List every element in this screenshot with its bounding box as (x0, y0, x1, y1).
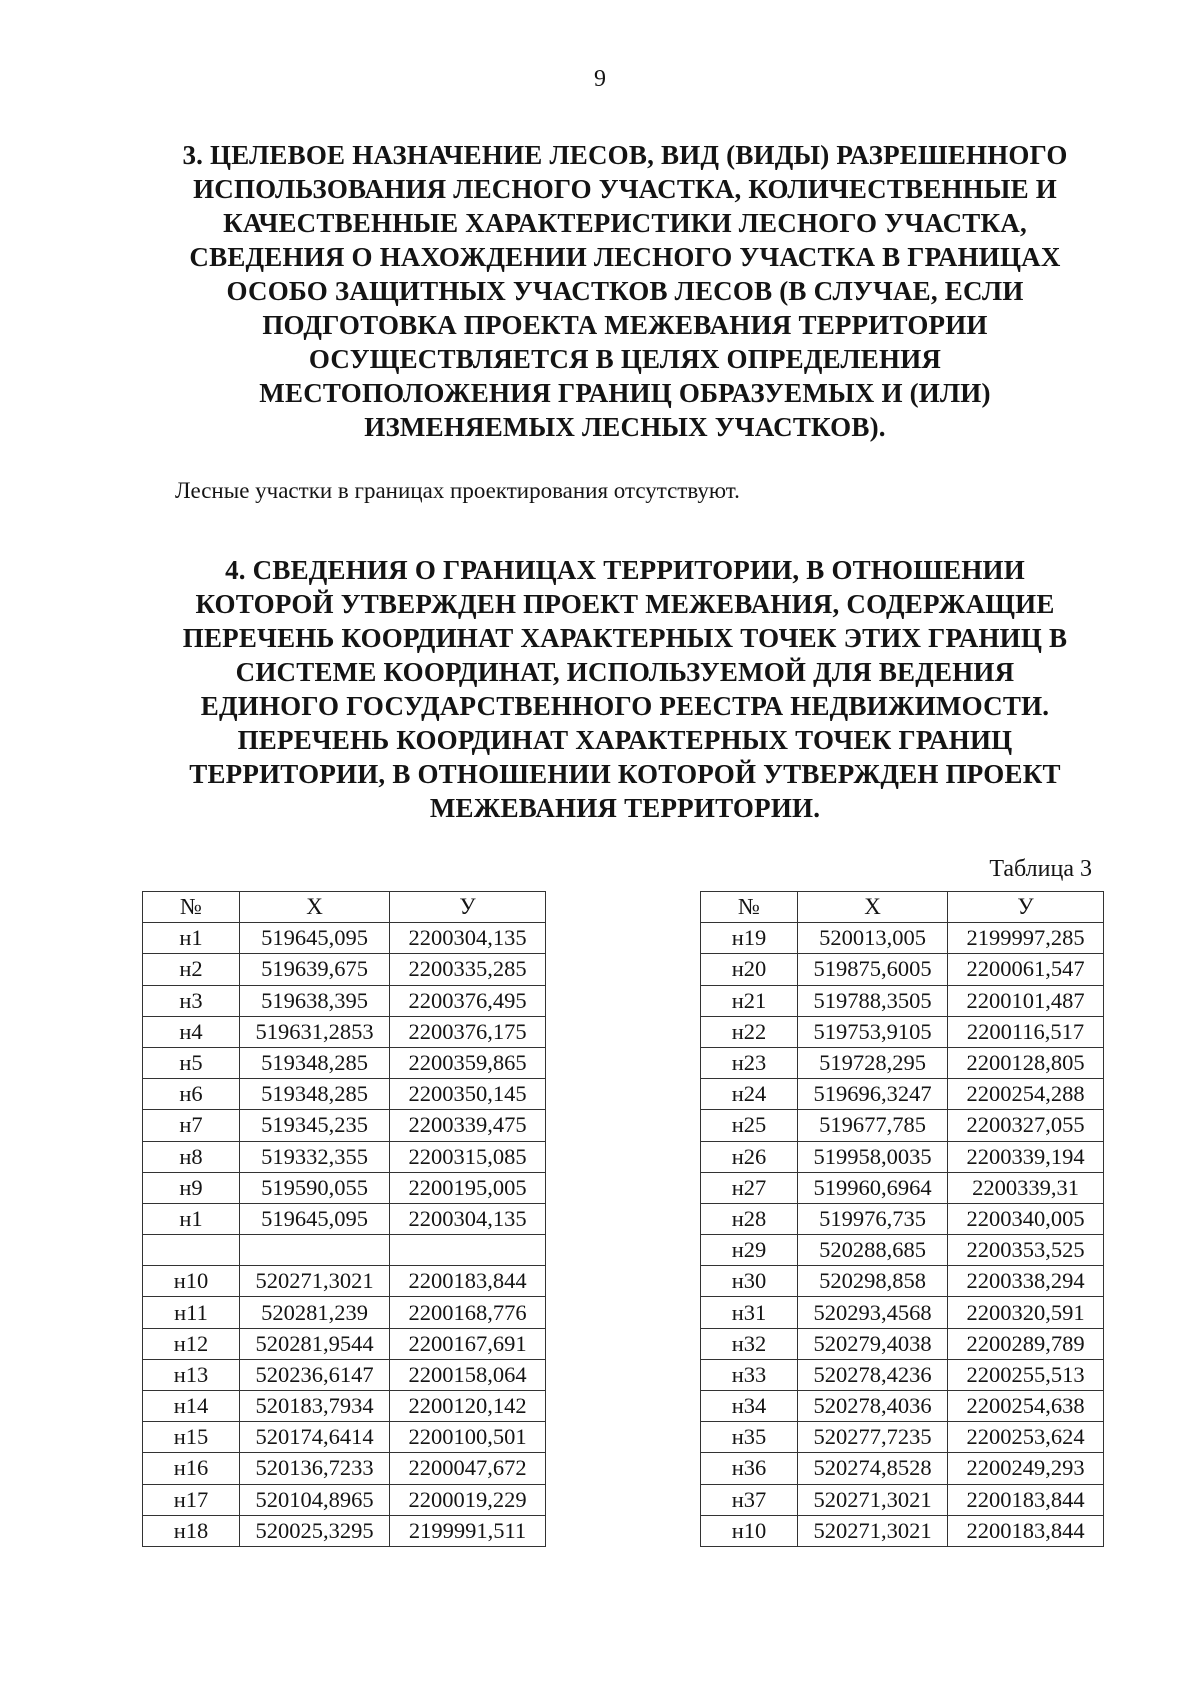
cell-y-coordinate: 2200315,085 (390, 1141, 546, 1172)
cell-x-coordinate: 520236,6147 (240, 1359, 390, 1390)
table-row (143, 1266, 546, 1297)
cell-y-coordinate: 2200195,005 (390, 1172, 546, 1203)
cell-x-coordinate: 519348,285 (240, 1079, 390, 1110)
cell-point-number: н14 (143, 1391, 240, 1422)
cell-y-coordinate: 2200255,513 (948, 1359, 1104, 1390)
table-row (701, 985, 1104, 1016)
heading-line: 3. ЦЕЛЕВОЕ НАЗНАЧЕНИЕ ЛЕСОВ, ВИД (ВИДЫ) РАЗРЕШЕННОГО (182, 140, 1068, 170)
cell-y-coordinate: 2200254,288 (948, 1079, 1104, 1110)
column-header-number: № (701, 892, 798, 923)
cell-point-number: н12 (143, 1328, 240, 1359)
table-row (143, 923, 546, 954)
cell-x-coordinate: 519645,095 (240, 1203, 390, 1234)
cell-y-coordinate: 2200128,805 (948, 1047, 1104, 1078)
table-row (701, 1453, 1104, 1484)
table-row (143, 1422, 546, 1453)
cell-point-number: н5 (143, 1047, 240, 1078)
cell-point-number: н4 (143, 1016, 240, 1047)
table-row (701, 1016, 1104, 1047)
cell-point-number: н22 (701, 1016, 798, 1047)
table-row (143, 985, 546, 1016)
table-row (143, 1515, 546, 1546)
column-header-y: У (390, 892, 546, 923)
cell-x-coordinate: 519639,675 (240, 954, 390, 985)
cell-y-coordinate: 2200304,135 (390, 1203, 546, 1234)
cell-y-coordinate: 2200254,638 (948, 1391, 1104, 1422)
table-row (143, 1453, 546, 1484)
heading-line: ПОДГОТОВКА ПРОЕКТА МЕЖЕВАНИЯ ТЕРРИТОРИИ (262, 310, 988, 340)
table-row (701, 954, 1104, 985)
forest-plots-paragraph: Лесные участки в границах проектирования отсутствуют. (175, 478, 740, 503)
table-row (701, 1328, 1104, 1359)
cell-y-coordinate: 2200101,487 (948, 985, 1104, 1016)
heading-line: СИСТЕМЕ КООРДИНАТ, ИСПОЛЬЗУЕМОЙ ДЛЯ ВЕДЕНИЯ (235, 657, 1015, 687)
cell-point-number: н8 (143, 1141, 240, 1172)
cell-y-coordinate: 2200167,691 (390, 1328, 546, 1359)
table-row (701, 1297, 1104, 1328)
cell-point-number: н31 (701, 1297, 798, 1328)
heading-line: ЕДИНОГО ГОСУДАРСТВЕННОГО РЕЕСТРА НЕДВИЖИМОСТИ. (200, 691, 1050, 721)
cell-x-coordinate: 519728,295 (798, 1047, 948, 1078)
cell-y-coordinate: 2200304,135 (390, 923, 546, 954)
section-3-heading (145, 138, 1105, 444)
cell-y-coordinate: 2200116,517 (948, 1016, 1104, 1047)
heading-line: ИСПОЛЬЗОВАНИЯ ЛЕСНОГО УЧАСТКА, КОЛИЧЕСТВЕННЫЕ И (193, 174, 1057, 204)
cell-y-coordinate: 2200183,844 (948, 1484, 1104, 1515)
column-header-number: № (143, 892, 240, 923)
cell-x-coordinate: 520274,8528 (798, 1453, 948, 1484)
cell-x-coordinate: 519345,235 (240, 1110, 390, 1141)
table-row (701, 1172, 1104, 1203)
cell-point-number: н23 (701, 1047, 798, 1078)
cell-x-coordinate: 519960,6964 (798, 1172, 948, 1203)
cell-point-number: н29 (701, 1235, 798, 1266)
table-row (701, 1515, 1104, 1546)
column-header-y: У (948, 892, 1104, 923)
cell-point-number: н30 (701, 1266, 798, 1297)
coordinates-table-left (142, 891, 546, 1547)
cell-y-coordinate: 2200339,194 (948, 1141, 1104, 1172)
cell-y-coordinate: 2199991,511 (390, 1515, 546, 1546)
cell-x-coordinate: 520271,3021 (798, 1515, 948, 1546)
cell-x-coordinate: 520183,7934 (240, 1391, 390, 1422)
column-header-x: Х (798, 892, 948, 923)
table-row (701, 1141, 1104, 1172)
cell-y-coordinate: 2200061,547 (948, 954, 1104, 985)
heading-line: ПЕРЕЧЕНЬ КООРДИНАТ ХАРАКТЕРНЫХ ТОЧЕК ГРАНИЦ (237, 725, 1013, 755)
table-row (143, 1359, 546, 1390)
cell-x-coordinate: 520298,858 (798, 1266, 948, 1297)
cell-y-coordinate: 2200335,285 (390, 954, 546, 985)
cell-point-number: н35 (701, 1422, 798, 1453)
heading-line: ТЕРРИТОРИИ, В ОТНОШЕНИИ КОТОРОЙ УТВЕРЖДЕН ПРОЕКТ (189, 759, 1061, 789)
table-row (701, 1484, 1104, 1515)
cell-point-number: н28 (701, 1203, 798, 1234)
cell-x-coordinate: 519696,3247 (798, 1079, 948, 1110)
heading-line: ИЗМЕНЯЕМЫХ ЛЕСНЫХ УЧАСТКОВ). (364, 412, 886, 442)
heading-line: 4. СВЕДЕНИЯ О ГРАНИЦАХ ТЕРРИТОРИИ, В ОТНОШЕНИИ (225, 555, 1025, 585)
cell-y-coordinate: 2200327,055 (948, 1110, 1104, 1141)
cell-point-number: н36 (701, 1453, 798, 1484)
cell-point-number: н33 (701, 1359, 798, 1390)
cell-x-coordinate: 520174,6414 (240, 1422, 390, 1453)
cell-y-coordinate: 2200249,293 (948, 1453, 1104, 1484)
table-row (143, 1484, 546, 1515)
table-row (143, 1328, 546, 1359)
cell-y-coordinate: 2200350,145 (390, 1079, 546, 1110)
table-row (701, 1047, 1104, 1078)
cell-x-coordinate: 520281,239 (240, 1297, 390, 1328)
cell-point-number: н19 (701, 923, 798, 954)
cell-y-coordinate: 2200339,31 (948, 1172, 1104, 1203)
cell-point-number: н7 (143, 1110, 240, 1141)
cell-point-number: н24 (701, 1079, 798, 1110)
cell-y-coordinate: 2200047,672 (390, 1453, 546, 1484)
heading-line: КАЧЕСТВЕННЫЕ ХАРАКТЕРИСТИКИ ЛЕСНОГО УЧАСТКА, (223, 208, 1027, 238)
cell-x-coordinate: 520013,005 (798, 923, 948, 954)
heading-line: ПЕРЕЧЕНЬ КООРДИНАТ ХАРАКТЕРНЫХ ТОЧЕК ЭТИХ ГРАНИЦ В (182, 623, 1068, 653)
cell-y-coordinate (390, 1235, 546, 1266)
table-row (143, 1235, 546, 1266)
section-4-heading (145, 553, 1105, 825)
table-row (701, 1422, 1104, 1453)
table-row (143, 1172, 546, 1203)
cell-point-number: н13 (143, 1359, 240, 1390)
cell-x-coordinate: 519638,395 (240, 985, 390, 1016)
heading-line: ОСОБО ЗАЩИТНЫХ УЧАСТКОВ ЛЕСОВ (В СЛУЧАЕ, ЕСЛИ (226, 276, 1024, 306)
table-row (701, 1391, 1104, 1422)
cell-y-coordinate: 2200168,776 (390, 1297, 546, 1328)
cell-point-number: н1 (143, 1203, 240, 1234)
cell-x-coordinate: 519645,095 (240, 923, 390, 954)
cell-point-number: н37 (701, 1484, 798, 1515)
cell-y-coordinate: 2200100,501 (390, 1422, 546, 1453)
table-caption: Таблица 3 (989, 856, 1092, 882)
cell-point-number: н27 (701, 1172, 798, 1203)
cell-y-coordinate: 2200359,865 (390, 1047, 546, 1078)
table-row (143, 1141, 546, 1172)
cell-y-coordinate: 2200339,475 (390, 1110, 546, 1141)
cell-y-coordinate: 2200320,591 (948, 1297, 1104, 1328)
cell-y-coordinate: 2200353,525 (948, 1235, 1104, 1266)
cell-point-number: н26 (701, 1141, 798, 1172)
cell-x-coordinate (240, 1235, 390, 1266)
cell-x-coordinate: 519631,2853 (240, 1016, 390, 1047)
cell-x-coordinate: 519875,6005 (798, 954, 948, 985)
cell-x-coordinate: 520271,3021 (798, 1484, 948, 1515)
heading-line: СВЕДЕНИЯ О НАХОЖДЕНИИ ЛЕСНОГО УЧАСТКА В ГРАНИЦАХ (189, 242, 1061, 272)
cell-x-coordinate: 520281,9544 (240, 1328, 390, 1359)
cell-x-coordinate: 520293,4568 (798, 1297, 948, 1328)
cell-x-coordinate: 519590,055 (240, 1172, 390, 1203)
cell-point-number: н1 (143, 923, 240, 954)
table-row (701, 1110, 1104, 1141)
table-row (143, 954, 546, 985)
cell-x-coordinate: 520277,7235 (798, 1422, 948, 1453)
table-row (701, 1359, 1104, 1390)
table-row (701, 1203, 1104, 1234)
table-header-row (701, 892, 1104, 923)
cell-x-coordinate: 520278,4036 (798, 1391, 948, 1422)
cell-y-coordinate: 2200183,844 (948, 1515, 1104, 1546)
cell-y-coordinate: 2200376,495 (390, 985, 546, 1016)
table-header-row (143, 892, 546, 923)
cell-y-coordinate: 2200253,624 (948, 1422, 1104, 1453)
cell-y-coordinate: 2200289,789 (948, 1328, 1104, 1359)
table-row (143, 1297, 546, 1328)
cell-point-number: н15 (143, 1422, 240, 1453)
cell-y-coordinate: 2200158,064 (390, 1359, 546, 1390)
table-row (701, 1266, 1104, 1297)
cell-y-coordinate: 2200019,229 (390, 1484, 546, 1515)
cell-y-coordinate: 2199997,285 (948, 923, 1104, 954)
heading-line: МЕСТОПОЛОЖЕНИЯ ГРАНИЦ ОБРАЗУЕМЫХ И (ИЛИ) (259, 378, 991, 408)
cell-y-coordinate: 2200183,844 (390, 1266, 546, 1297)
cell-point-number: н2 (143, 954, 240, 985)
cell-y-coordinate: 2200120,142 (390, 1391, 546, 1422)
table-row (701, 923, 1104, 954)
column-header-x: Х (240, 892, 390, 923)
table-row (701, 1235, 1104, 1266)
cell-x-coordinate: 519753,9105 (798, 1016, 948, 1047)
table-row (143, 1016, 546, 1047)
cell-point-number: н10 (701, 1515, 798, 1546)
cell-point-number: н21 (701, 985, 798, 1016)
table-row (143, 1203, 546, 1234)
cell-point-number: н34 (701, 1391, 798, 1422)
cell-y-coordinate: 2200338,294 (948, 1266, 1104, 1297)
cell-point-number: н32 (701, 1328, 798, 1359)
cell-point-number (143, 1235, 240, 1266)
heading-line: МЕЖЕВАНИЯ ТЕРРИТОРИИ. (429, 793, 821, 823)
cell-x-coordinate: 520288,685 (798, 1235, 948, 1266)
cell-point-number: н16 (143, 1453, 240, 1484)
cell-x-coordinate: 519348,285 (240, 1047, 390, 1078)
cell-point-number: н25 (701, 1110, 798, 1141)
cell-y-coordinate: 2200340,005 (948, 1203, 1104, 1234)
table-row (143, 1391, 546, 1422)
cell-point-number: н17 (143, 1484, 240, 1515)
cell-x-coordinate: 519332,355 (240, 1141, 390, 1172)
cell-x-coordinate: 519958,0035 (798, 1141, 948, 1172)
table-row (143, 1047, 546, 1078)
table-row (143, 1079, 546, 1110)
cell-point-number: н18 (143, 1515, 240, 1546)
cell-x-coordinate: 520136,7233 (240, 1453, 390, 1484)
table-row (143, 1110, 546, 1141)
cell-point-number: н3 (143, 985, 240, 1016)
cell-point-number: н10 (143, 1266, 240, 1297)
cell-x-coordinate: 519788,3505 (798, 985, 948, 1016)
cell-x-coordinate: 520278,4236 (798, 1359, 948, 1390)
heading-line: КОТОРОЙ УТВЕРЖДЕН ПРОЕКТ МЕЖЕВАНИЯ, СОДЕРЖАЩИЕ (195, 589, 1055, 619)
cell-point-number: н9 (143, 1172, 240, 1203)
coordinates-table-right (700, 891, 1104, 1547)
page-number: 9 (594, 66, 606, 92)
cell-x-coordinate: 519677,785 (798, 1110, 948, 1141)
cell-x-coordinate: 520279,4038 (798, 1328, 948, 1359)
cell-point-number: н11 (143, 1297, 240, 1328)
cell-y-coordinate: 2200376,175 (390, 1016, 546, 1047)
cell-x-coordinate: 520271,3021 (240, 1266, 390, 1297)
heading-line: ОСУЩЕСТВЛЯЕТСЯ В ЦЕЛЯХ ОПРЕДЕЛЕНИЯ (308, 344, 942, 374)
cell-x-coordinate: 520104,8965 (240, 1484, 390, 1515)
cell-point-number: н6 (143, 1079, 240, 1110)
cell-x-coordinate: 519976,735 (798, 1203, 948, 1234)
table-row (701, 1079, 1104, 1110)
cell-point-number: н20 (701, 954, 798, 985)
cell-x-coordinate: 520025,3295 (240, 1515, 390, 1546)
